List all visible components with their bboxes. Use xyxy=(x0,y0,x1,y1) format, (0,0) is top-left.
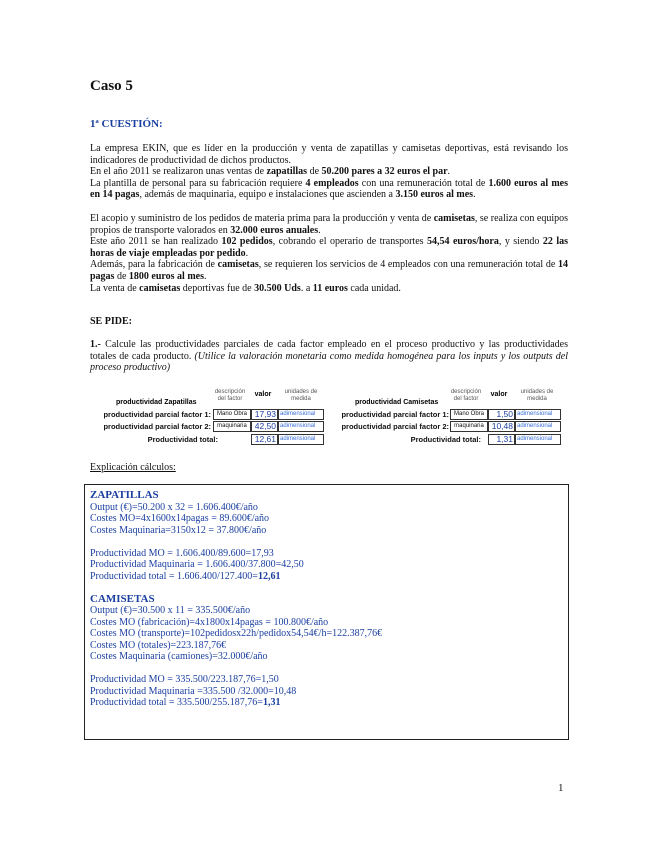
question-heading: 1ª CUESTIÓN: xyxy=(90,118,163,130)
calc-line: Output (€)=50.200 x 32 = 1.606.400€/año xyxy=(90,501,258,513)
calc-line: Costes Maquinaria=3150x12 = 37.800€/año xyxy=(90,524,267,536)
header-valor: valor xyxy=(254,391,272,398)
header-unidades: unidades de medida xyxy=(520,389,554,402)
factor-description: maquinaria xyxy=(213,421,251,432)
factor-unit: adimensional xyxy=(515,421,561,432)
camisetas-line-2: Este año 2011 se han realizado 102 pedidos, cobrando el operario de transportes 54,54 euros/hora, y siendo 22 las horas de viaje empleadas por pedido. xyxy=(90,236,568,259)
factor-unit: adimensional xyxy=(278,434,324,445)
factor-description: Mano Obra xyxy=(450,409,488,420)
factor-unit: adimensional xyxy=(515,409,561,420)
calc-line: Productividad MO = 335.500/223.187,76=1,50 xyxy=(90,674,279,685)
camisetas-paragraph xyxy=(90,213,568,294)
row-label: Productividad total: xyxy=(410,435,481,444)
calc-line: Costes Maquinaria (camiones)=32.000€/año xyxy=(90,651,268,662)
camisetas-line-4: La venta de camisetas deportivas fue de 30.500 Uds. a 11 euros cada unidad. xyxy=(90,282,401,294)
se-pide-heading: SE PIDE: xyxy=(90,316,132,327)
row-label: productividad parcial factor 1: xyxy=(103,410,211,419)
calc-line: Output (€)=30.500 x 11 = 335.500€/año xyxy=(90,605,251,616)
factor-description: maquinaria xyxy=(450,421,488,432)
camisetas-line-1: El acopio y suministro de los pedidos de materia prima para la producción y venta de camisetas, se realiza con equipos propios de transporte valorados en 32.000 euros anuales. xyxy=(90,213,568,236)
table-zapatillas-title: productividad Zapatillas xyxy=(116,399,197,406)
factor-value: 12,61 xyxy=(251,434,278,445)
calc-line: Costes MO (totales)=223.187,76€ xyxy=(90,639,227,651)
table-camisetas-title: productividad Camisetas xyxy=(355,399,439,406)
task-number: 1.- xyxy=(90,339,101,350)
table-camisetas xyxy=(330,389,570,449)
camisetas-heading: CAMISETAS xyxy=(90,592,155,605)
intro-line-2: En el año 2011 se realizaron unas ventas de zapatillas de 50.200 pares a 32 euros el par. xyxy=(90,166,451,178)
calc-total-line: Productividad total = 335.500/255.187,76=1,31 xyxy=(90,697,281,708)
header-descripcion: descripción del factor xyxy=(450,389,482,402)
calc-line: Costes MO=4x1600x14pagas = 89.600€/año xyxy=(90,513,270,524)
calc-line: Costes MO (fabricación)=4x1800x14pagas = 100.800€/año xyxy=(90,616,329,628)
table-zapatillas xyxy=(88,389,328,449)
header-descripcion: descripción del factor xyxy=(214,389,246,402)
factor-unit: adimensional xyxy=(278,421,324,432)
camisetas-line-3: Además, para la fabricación de camisetas, se requieren los servicios de 4 empleados con una remuneración total de 14 pagas de 1800 euros al mes. xyxy=(90,259,568,282)
calc-line: Productividad Maquinaria = 1.606.400/37.800=42,50 xyxy=(90,559,304,570)
header-valor: valor xyxy=(490,391,508,398)
factor-description: Mano Obra xyxy=(213,409,251,420)
factor-value: 42,50 xyxy=(251,421,278,432)
factor-value: 1,50 xyxy=(488,409,515,420)
row-label: Productividad total: xyxy=(147,435,218,444)
calc-line: Productividad Maquinaria =335.500 /32.000=10,48 xyxy=(90,685,297,697)
factor-unit: adimensional xyxy=(278,409,324,420)
page-number: 1 xyxy=(558,782,564,794)
row-label: productividad parcial factor 2: xyxy=(341,422,449,431)
zapatillas-heading: ZAPATILLAS xyxy=(90,489,159,501)
intro-line-3: La plantilla de personal para su fabricación requiere 4 empleados con una remuneración total de 1.600 euros al mes en 14 pagas, además de maquinaria, equipo e instalaciones que ascienden a 3.150 euros al mes. xyxy=(90,177,568,201)
factor-unit: adimensional xyxy=(515,434,561,445)
factor-value: 1,31 xyxy=(488,434,515,445)
task-text: Calcule las productividades parciales de cada factor empleado en el proceso productivo y las productividades totales de cada producto. xyxy=(90,339,568,362)
explicacion-heading: Explicación cálculos: xyxy=(90,462,176,473)
explanation-content xyxy=(90,490,560,709)
document-title: Caso 5 xyxy=(90,78,133,94)
row-label: productividad parcial factor 1: xyxy=(341,410,449,419)
task-paragraph xyxy=(90,339,568,374)
calc-total-line: Productividad total = 1.606.400/127.400=12,61 xyxy=(90,570,281,582)
calc-line: Costes MO (transporte)=102pedidosx22h/pedidox54,54€/h=122.387,76€ xyxy=(90,628,383,639)
row-label: productividad parcial factor 2: xyxy=(103,422,211,431)
factor-value: 10,48 xyxy=(488,421,515,432)
header-unidades: unidades de medida xyxy=(284,389,318,402)
task-note: (Utilice la valoración monetaria como medida homogénea para los inputs y los outputs del proceso productivo) xyxy=(90,350,569,374)
calc-line: Productividad MO = 1.606.400/89.600=17,93 xyxy=(90,547,274,559)
intro-paragraph xyxy=(90,143,568,201)
intro-line-1: La empresa EKIN, que es líder en la producción y venta de zapatillas y camisetas deportivas, está revisando los indicadores de productividad de dichos productos. xyxy=(90,143,568,166)
factor-value: 17,93 xyxy=(251,409,278,420)
